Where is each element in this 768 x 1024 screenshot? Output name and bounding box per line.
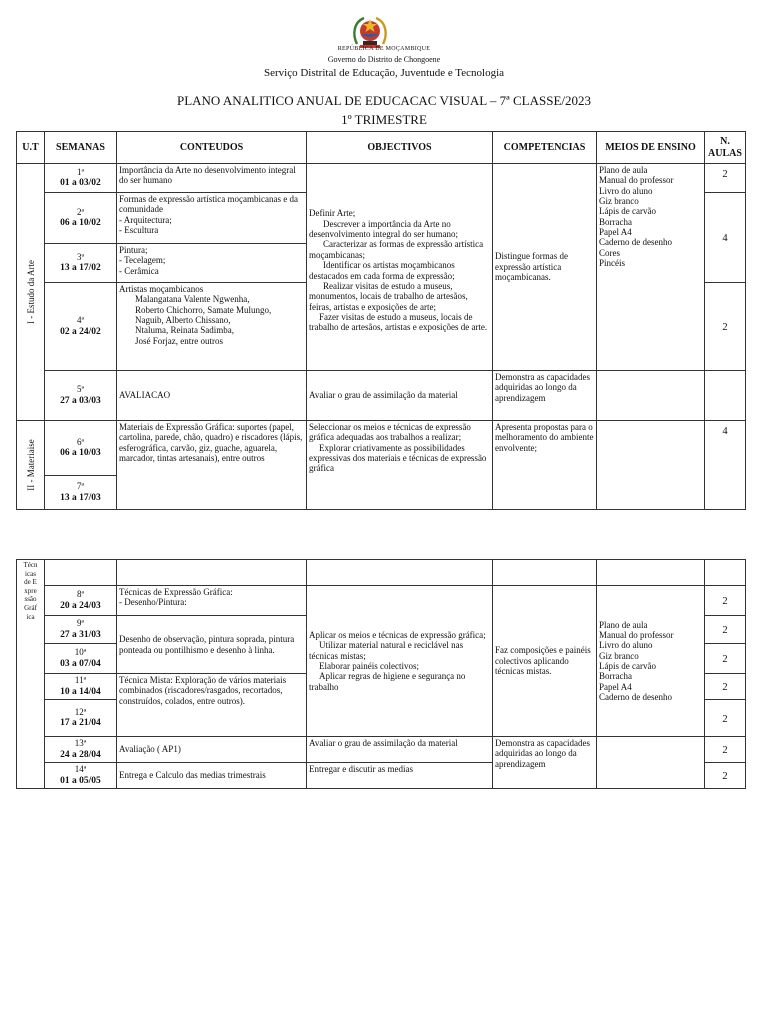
aulas-cell: 2 xyxy=(705,164,746,193)
artist-line: Naguib, Alberto Chissano, xyxy=(135,315,231,326)
means-item: Pincéis xyxy=(599,258,625,269)
means-item: Giz branco xyxy=(599,196,639,207)
objectives-cell xyxy=(307,164,493,371)
header-objectivos: OBJECTIVOS xyxy=(307,132,493,164)
means-item: Livro do aluno xyxy=(599,185,653,196)
content-cell: Pintura; - Tecelagem; - Cerâmica xyxy=(117,244,307,283)
week-cell xyxy=(45,763,117,789)
objective-line: Elaborar painéis colectivos; xyxy=(319,661,419,671)
content-cell: Formas de expressão artística moçambicanas e da comunidade - Arquitectura; - Escultura xyxy=(117,193,307,244)
week-cell xyxy=(45,616,117,644)
table-row xyxy=(17,737,746,763)
table-row xyxy=(17,560,746,586)
means-item: Borracha xyxy=(599,216,632,227)
week-number: 13ª xyxy=(74,738,87,749)
content-cell: Importância da Arte no desenvolvimento integral do ser humano xyxy=(117,164,307,193)
week-cell xyxy=(45,244,117,283)
content-cell: Técnicas de Expressão Gráfica: - Desenho/Pintura: xyxy=(117,586,307,616)
means-item: Plano de aula xyxy=(599,165,648,175)
objective-line: Realizar visitas de estudo a museus, monumentos, locais de trabalho de artesãos, feiras, artistas e exposições de arte; xyxy=(309,280,468,312)
week-dates: 20 a 24/03 xyxy=(60,600,101,611)
week-number: 1ª xyxy=(77,166,84,177)
objective-line: Definir Arte; xyxy=(309,208,356,219)
week-number: 12ª xyxy=(74,706,87,717)
week-number: 8ª xyxy=(77,589,84,600)
aulas-cell: 2 xyxy=(705,283,746,371)
week-number: 5ª xyxy=(77,384,84,395)
unit-label: II - Materiaise xyxy=(25,439,36,491)
objectives-cell xyxy=(307,586,493,737)
means-item: Manual do professor xyxy=(599,629,674,640)
week-cell xyxy=(45,421,117,476)
objective-cell: Avaliar o grau de assimilação da material xyxy=(307,371,493,421)
table-row xyxy=(17,421,746,476)
header-meios: MEIOS DE ENSINO xyxy=(597,132,705,164)
aulas-cell: 2 xyxy=(705,616,746,644)
week-number: 10ª xyxy=(74,647,87,658)
table-row xyxy=(17,371,746,421)
competence-cell: Demonstra as capacidades adquiridas ao longo da aprendizagem xyxy=(493,371,597,421)
table-header-row xyxy=(17,132,746,164)
week-cell xyxy=(45,700,117,737)
week-dates: 02 a 24/02 xyxy=(60,326,101,337)
means-cell xyxy=(597,164,705,371)
aulas-cell: 4 xyxy=(705,421,746,510)
content-cell xyxy=(117,560,307,586)
artist-line: José Forjaz, entre outros xyxy=(135,335,223,346)
artist-line: Roberto Chichorro, Samate Mulungo, xyxy=(135,304,272,315)
week-number: 4ª xyxy=(77,315,84,326)
objective-line: Utilizar material natural e reciclável nas técnicas mistas; xyxy=(309,640,464,661)
week-dates: 10 a 14/04 xyxy=(60,686,101,697)
unit-cell xyxy=(17,560,45,789)
week-cell xyxy=(45,193,117,244)
unit-label: Técnicas de Expressão Gráfica xyxy=(23,561,38,621)
objective-line: Descrever a importância da Arte no desenvolvimento integral do ser humano; xyxy=(309,218,458,240)
aulas-cell: 4 xyxy=(705,193,746,283)
objective-line: Seleccionar os meios e técnicas de expressão gráfica adequadas aos trabalhos a realizar; xyxy=(309,422,471,443)
objective-cell xyxy=(307,560,493,586)
aulas-cell: 2 xyxy=(705,674,746,700)
week-dates: 01 a 05/05 xyxy=(60,775,101,786)
means-cell xyxy=(597,371,705,421)
week-dates: 06 a 10/02 xyxy=(60,218,101,229)
service-label: Serviço Distrital de Educação, Juventude e Tecnologia xyxy=(263,67,505,79)
header-ut: U.T xyxy=(17,132,45,164)
week-number: 11ª xyxy=(74,675,87,686)
week-number: 14ª xyxy=(74,764,87,775)
competence-cell: Distingue formas de expressão artística moçambicanas. xyxy=(493,164,597,371)
means-item: Lápis de carvão xyxy=(599,206,656,217)
week-number: 2ª xyxy=(77,206,84,217)
unit-cell xyxy=(17,164,45,421)
week-dates: 01 a 03/02 xyxy=(60,178,101,189)
objective-line: Fazer visitas de estudo a museus, locais de trabalho de artesãos, artistas e exposições de arte. xyxy=(309,311,488,333)
table-row xyxy=(17,586,746,616)
aulas-cell: 2 xyxy=(705,763,746,789)
means-item: Giz branco xyxy=(599,650,639,661)
week-number: 9ª xyxy=(77,618,84,629)
aulas-cell xyxy=(705,560,746,586)
objective-line: Aplicar regras de higiene e segurança no trabalho xyxy=(309,671,466,692)
content-cell xyxy=(117,283,307,371)
header-competencias: COMPETENCIAS xyxy=(493,132,597,164)
content-cell: Desenho de observação, pintura soprada, pintura ponteada ou pontilhismo e desenho à linha. xyxy=(117,616,307,674)
aulas-cell: 2 xyxy=(705,644,746,674)
week-number: 7ª xyxy=(77,481,84,492)
objective-line: Identificar os artistas moçambicanos destacados em cada forma de expressão; xyxy=(309,260,455,281)
means-cell xyxy=(597,586,705,737)
means-item: Papel A4 xyxy=(599,227,632,238)
week-cell xyxy=(45,476,117,510)
week-dates: 24 a 28/04 xyxy=(60,749,101,760)
artist-line: Malangatana Valente Ngwenha, xyxy=(135,294,250,305)
week-dates: 27 a 03/03 xyxy=(60,395,101,406)
aulas-cell: 2 xyxy=(705,586,746,616)
trimester-title: 1º TRIMESTRE xyxy=(341,112,427,127)
content-heading: Artistas moçambicanos xyxy=(119,284,204,294)
week-dates: 03 a 07/04 xyxy=(60,658,101,669)
header-conteudos: CONTEUDOS xyxy=(117,132,307,164)
week-cell xyxy=(45,737,117,763)
unit-label: I - Estudo da Arte xyxy=(25,260,36,324)
plan-title: PLANO ANALITICO ANUAL DE EDUCACAC VISUAL – 7ª CLASSE/2023 xyxy=(176,93,592,108)
objective-line: Aplicar os meios e técnicas de expressão gráfica; xyxy=(309,629,486,640)
aulas-cell: 2 xyxy=(705,700,746,737)
objective-cell: Avaliar o grau de assimilação da material xyxy=(307,737,493,763)
week-cell xyxy=(45,674,117,700)
week-dates: 17 a 21/04 xyxy=(60,718,101,729)
means-cell xyxy=(597,421,705,510)
week-cell xyxy=(45,586,117,616)
objectives-cell xyxy=(307,421,493,510)
week-cell xyxy=(45,644,117,674)
artist-line: Ntaluma, Reinata Sadimba, xyxy=(135,325,234,336)
week-number: 3ª xyxy=(77,251,84,262)
week-cell xyxy=(45,371,117,421)
plan-table-2 xyxy=(16,559,746,789)
plan-table-1 xyxy=(16,131,746,510)
competence-cell: Apresenta propostas para o melhoramento do ambiente envolvente; xyxy=(493,421,597,510)
means-item: Lápis de carvão xyxy=(599,661,656,671)
means-item: Manual do professor xyxy=(599,175,674,186)
content-cell: Técnica Mista: Exploração de vários materiais combinados (riscadores/rasgados, recortados, construídos, colados, entre outros). xyxy=(117,674,307,737)
aulas-cell: 2 xyxy=(705,737,746,763)
competence-cell: Faz composições e painéis colectivos aplicando técnicas mistas. xyxy=(493,586,597,737)
unit-cell xyxy=(17,421,45,510)
content-cell: Materiais de Expressão Gráfica: suportes (papel, cartolina, parede, chão, quadro) e riscadores (lápis, esferográfica, carvão, giz, guache, aguarela, marcador, tintas artesanais), entre outros xyxy=(117,421,307,510)
competence-cell: Demonstra as capacidades adquiridas ao longo da aprendizagem xyxy=(493,737,597,789)
means-item: Livro do aluno xyxy=(599,640,653,651)
week-dates: 13 a 17/03 xyxy=(60,492,101,503)
means-item: Caderno de desenho xyxy=(599,692,672,703)
means-item: Caderno de desenho xyxy=(599,237,672,248)
content-cell: Avaliação ( AP1) xyxy=(117,737,307,763)
objective-cell: Entregar e discutir as medias xyxy=(307,763,493,789)
means-item: Plano de aula xyxy=(599,619,648,630)
means-cell xyxy=(597,737,705,789)
republic-label: REPÚBLICA DE MOÇAMBIQUE xyxy=(337,46,431,52)
objective-line: Explorar criativamente as possibilidades expressivas dos materiais e técnicas de expressão gráfica xyxy=(309,442,487,474)
table-row xyxy=(17,164,746,193)
means-item: Cores xyxy=(599,247,620,258)
mozambique-emblem-icon xyxy=(350,14,390,50)
week-cell xyxy=(45,560,117,586)
means-cell xyxy=(597,560,705,586)
means-item: Borracha xyxy=(599,671,632,682)
header-semanas: SEMANAS xyxy=(45,132,117,164)
means-item: Papel A4 xyxy=(599,681,632,692)
week-cell xyxy=(45,283,117,371)
week-dates: 06 a 10/03 xyxy=(60,448,101,459)
content-cell: AVALIACAO xyxy=(117,371,307,421)
week-number: 6ª xyxy=(77,436,84,447)
week-cell xyxy=(45,164,117,193)
week-dates: 27 a 31/03 xyxy=(60,629,101,640)
government-label: Governo do Distrito de Chongoene xyxy=(327,55,441,64)
content-cell: Entrega e Calculo das medias trimestrais xyxy=(117,763,307,789)
objective-line: Caracterizar as formas de expressão artística moçambicanas; xyxy=(309,239,484,260)
header-aulas: N. AULAS xyxy=(705,132,746,164)
aulas-cell xyxy=(705,371,746,421)
week-dates: 13 a 17/02 xyxy=(60,263,101,274)
competence-cell xyxy=(493,560,597,586)
